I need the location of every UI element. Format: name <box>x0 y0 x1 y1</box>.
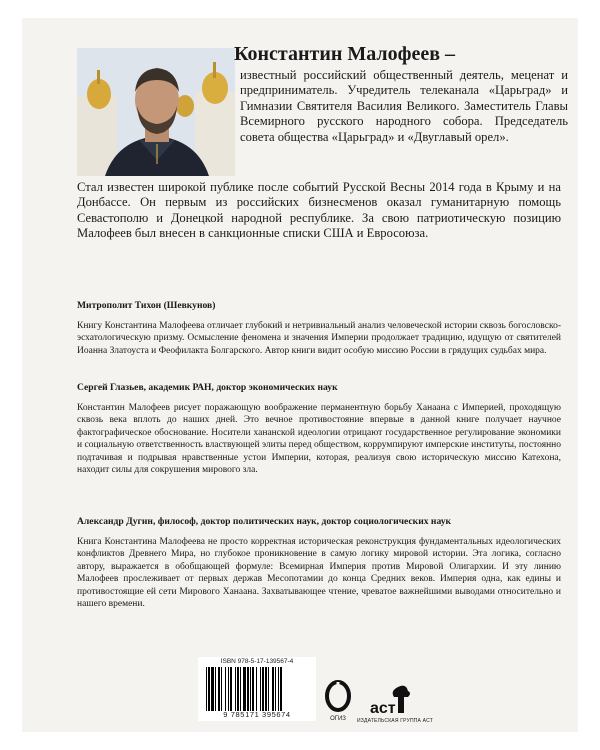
barcode-bar <box>211 667 214 711</box>
barcode-bar <box>206 667 207 711</box>
barcode-bar <box>240 667 241 711</box>
barcode-bar <box>221 667 222 711</box>
barcode-bar <box>260 667 261 711</box>
barcode-number: 9 785171 395674 <box>223 710 291 719</box>
barcode-bar <box>218 667 220 711</box>
ogi-logo-icon <box>325 680 351 720</box>
author-bio-header <box>234 42 568 145</box>
isbn-label: ISBN 978-5-17-139567-4 <box>220 658 294 665</box>
back-cover <box>22 18 578 732</box>
author-photo <box>77 48 235 176</box>
review <box>77 382 561 476</box>
barcode <box>198 657 316 721</box>
barcode-bar <box>280 667 282 711</box>
barcode-bar <box>268 667 269 711</box>
barcode-bar <box>225 667 226 711</box>
barcode-bars <box>206 667 308 711</box>
barcode-bar <box>252 667 254 711</box>
review-author: Александр Дугин, философ, доктор политических наук, доктор социологических наук <box>77 516 452 527</box>
review <box>77 516 561 610</box>
barcode-bar <box>256 667 257 711</box>
review <box>77 300 561 357</box>
barcode-bar <box>262 667 264 711</box>
author-name: Константин Малофеев – <box>234 43 456 65</box>
barcode-bar <box>237 667 239 711</box>
ast-logo-text: аст <box>370 700 396 717</box>
barcode-bar <box>228 667 229 711</box>
barcode-bar <box>250 667 251 711</box>
review-text: Книгу Константина Малофеева отличает глубокий и нетривиальный анализ человеческой истории сквозь богословско-эсхатологическую призму. Осмысление феномена и значения Империи продолжает традицию, идущую от святителей Иоанна Златоуста и Феофилакта Болгарского. Автор книги видит особую миссию России в грядущих судьбах мира. <box>77 321 561 356</box>
barcode-bar <box>208 667 210 711</box>
barcode-bar <box>275 667 276 711</box>
barcode-bar <box>235 667 236 711</box>
ast-publisher-label: ИЗДАТЕЛЬСКАЯ ГРУППА АСТ <box>357 718 433 724</box>
barcode-bar <box>272 667 274 711</box>
review-text: Книга Константина Малофеева не просто корректная историческая реконструкция фундаментальных идеологических конфликтов Древнего Мира, но глубокое проникновение в самую логику мировой истории. Эта логика, согласно автору, выражается в обобщающей формуле: Всемирная Империя против Мировой Олигархии. И эту линию Малофеев прослеживает от первых держав Месопотамии до конца Средних веков. Империя одна, как едины и противостоящие ей сети Мирового Ханаана. Захватывающее чтение, чреватое важнейшими выводами относительно и нашего времени. <box>77 537 561 610</box>
barcode-bar <box>265 667 267 711</box>
barcode-bar <box>230 667 232 711</box>
barcode-bar <box>247 667 249 711</box>
review-text: Константин Малофеев рисует поражающую воображение перманентную борьбу Ханаана с Империей, проходящую сквозь века вплоть до наших дней. Это вечное противостояние впервые в данной книге получает научное фактографическое обоснование. Носители хананской идеологии отрицают государственное регулирование экономики и социальную ответственность властвующей элиты перед обществом, коррумпируют имперские институты, постоянно подтачивая и подрывая нравственные устои Империи, которая, реализуя свою историческую миссию Катехона, находит силы для сокрушения мирового зла. <box>77 403 561 476</box>
review-author: Сергей Глазьев, академик РАН, доктор экономических наук <box>77 382 338 393</box>
author-bio-lead: известный российский общественный деятель, меценат и предприниматель. Учредитель телеканала «Царьград» и Гимназии Святителя Василия Великого. Заместитель Главы Всемирного русского народного собора. Председатель совета общества «Царьград» и «Двуглавый орел». <box>240 68 568 144</box>
ogi-label: ОГИЗ <box>330 716 346 722</box>
ast-logo-icon <box>368 683 414 719</box>
review-author: Митрополит Тихон (Шевкунов) <box>77 300 216 311</box>
barcode-bar <box>278 667 279 711</box>
barcode-bar <box>215 667 216 711</box>
author-bio-continued: Стал известен широкой публике после событий Русской Весны 2014 года в Крыму и на Донбассе. Он первым из российских бизнесменов оказал гуманитарную помощь Севастополю и Донецкой народной республике. За свою патриотическую позицию Малофеев был внесен в санкционные списки США и Евросоюза. <box>77 180 561 241</box>
barcode-bar <box>243 667 246 711</box>
